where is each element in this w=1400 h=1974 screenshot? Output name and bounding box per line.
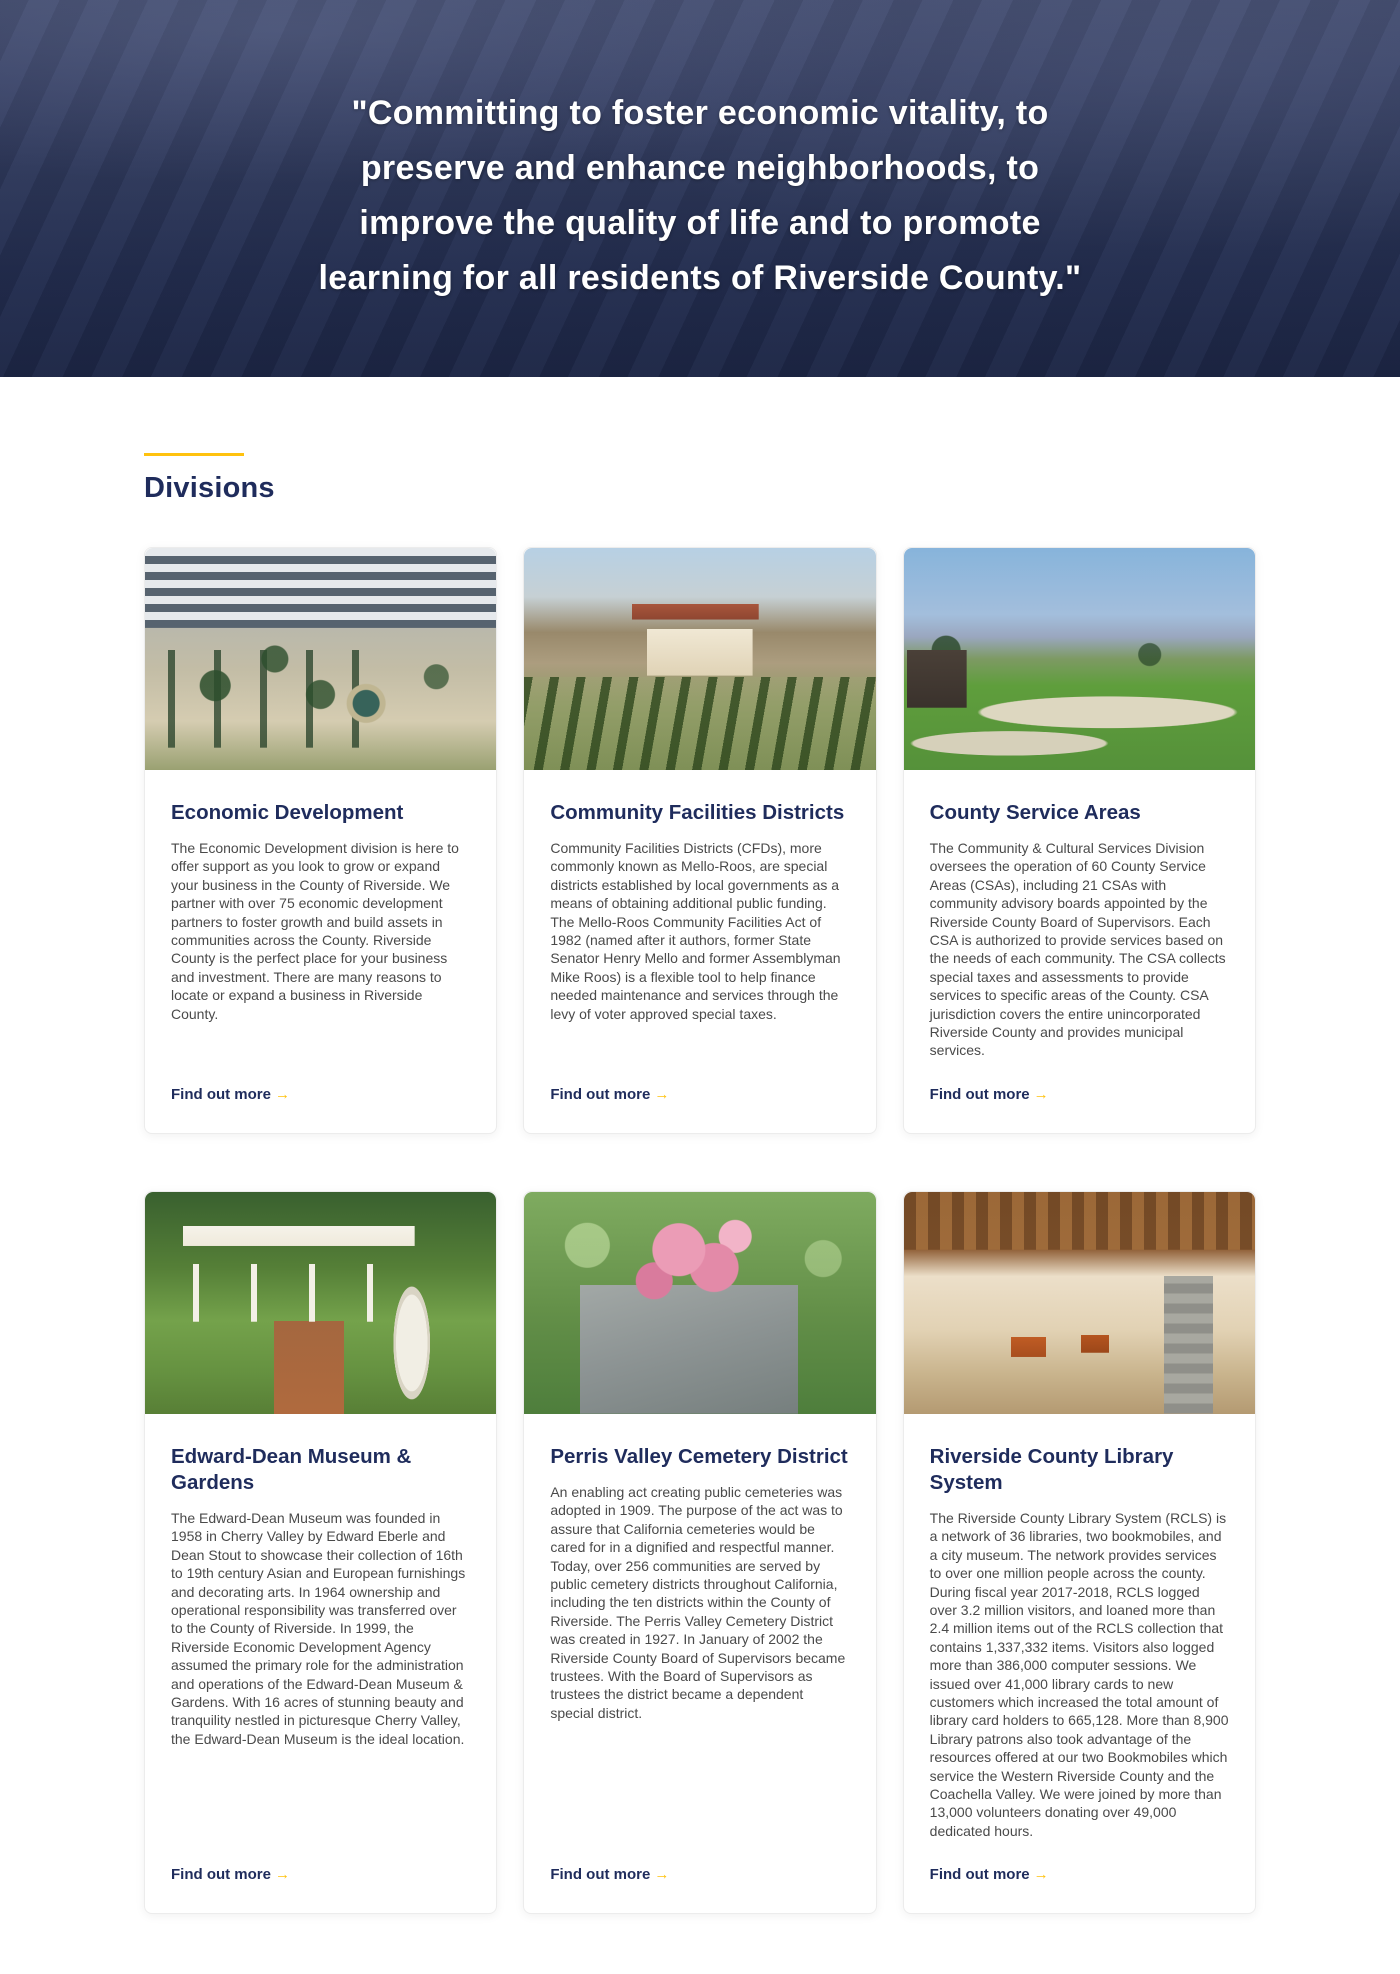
find-out-more-link[interactable] [550,1060,849,1103]
division-card [903,547,1256,1134]
divisions-heading: Divisions [144,472,275,504]
mission-quote-line: "Committing to foster economic vitality, to [351,94,1049,132]
card-title: Perris Valley Cemetery District [550,1444,848,1468]
card-title: Riverside County Library System [929,1444,1174,1494]
card-content [145,1414,496,1913]
division-card [903,1191,1256,1914]
arrow-right-icon: → [275,1085,290,1103]
library-interior-photo [904,1192,1255,1414]
card-title: Community Facilities Districts [550,801,845,824]
mission-quote-line: improve the quality of life and to promote [359,204,1041,242]
mission-quote [319,0,1082,377]
find-out-more-link[interactable] [550,1840,849,1883]
hero-banner [0,0,1400,377]
find-out-more-label: Find out more [929,1085,1030,1103]
office-campus-photo [145,548,496,770]
mission-quote-line: preserve and enhance neighborhoods, to [360,149,1040,187]
card-content [524,1414,875,1913]
find-out-more-label: Find out more [171,1866,271,1884]
arrow-right-icon: → [654,1085,670,1103]
card-description: The Edward-Dean Museum was founded in 1958 in Cherry Valley by Edward Eberle and Dean Stout to showcase their collection of 16th to 19th century Asian and European furnishings and decorating arts. In 1964 ownership and operational responsibility was transferred over to the County of Riverside. In 1999, the Riverside Economic Development Agency assumed the primary role for the administration and operations of the Edward-Dean Museum & Gardens. With 16 acres of stunning beauty and tranquility nestled in picturesque Cherry Valley, the Edward-Dean Museum is the ideal location. [171,1509,466,1747]
card-title: Economic Development [171,801,404,824]
card-title: County Service Areas [929,801,1141,824]
card-content [145,770,496,1133]
card-description: The Economic Development division is here to offer support as you look to grow or expand your business in the County of Riverside. We partner with over 75 economic development partners to foster growth and build assets in communities across the County. Riverside County is the perfect place for your business and investment. There are many reasons to locate or expand a business in Riverside County. [171,840,459,1022]
card-title: Edward-Dean Museum & Gardens [171,1444,412,1494]
division-card [144,547,497,1134]
division-card [523,547,876,1134]
mission-quote-line: learning for all residents of Riverside County." [318,259,1082,297]
card-description: The Community & Cultural Services Division oversees the operation of 60 County Service Areas (CSAs), including 21 CSAs with community advisory boards appointed by the Riverside County Board of Supervisors. Each CSA is authorized to provide services based on the needs of each community. The CSA collects special taxes and assessments to provide services to specific areas of the County. CSA jurisdiction covers the entire unincorporated Riverside County and provides municipal services. [929,840,1226,1059]
card-content [524,770,875,1133]
find-out-more-link[interactable] [171,1840,470,1883]
hillside-home-vineyard-photo [524,548,875,770]
card-content [904,770,1255,1133]
card-description: An enabling act creating public cemeteries was adopted in 1909. The purpose of the act was to assure that California cemeteries would be cared for in a dignified and respectful manner. Today, over 256 communities are served by public cemetery districts throughout California, including the ten districts within the County of Riverside. The Perris Valley Cemetery District was created in 1927. In January of 2002 the Riverside County Board of Supervisors became trustees. With the Board of Supervisors as trustees the district became a dependent special district. [550,1483,846,1721]
museum-gardens-gazebo-photo [145,1192,496,1414]
find-out-more-link[interactable] [171,1060,470,1103]
community-park-photo [904,548,1255,770]
divisions-grid [144,547,1256,1914]
arrow-right-icon: → [275,1866,290,1884]
arrow-right-icon: → [1033,1085,1049,1103]
arrow-right-icon: → [654,1866,670,1884]
card-description: The Riverside County Library System (RCLS) is a network of 36 libraries, two bookmobiles, and a city museum. The network provides services to over one million people across the county. During fiscal year 2017-2018, RCLS logged over 3.2 million visitors, and loaned more than 2.4 million items out of the RCLS collection that contains 1,337,332 items. Visitors also logged more than 386,000 computer sessions. We issued over 41,000 library cards to new customers which increased the total amount of library card holders to 665,128. More than 8,900 Library patrons also took advantage of the resources offered at our two Bookmobiles which service the Western Riverside County and the Coachella Valley. We were joined by more than 13,000 volunteers donating over 49,000 dedicated hours. [929,1509,1229,1839]
division-card [144,1191,497,1914]
find-out-more-link[interactable] [930,1840,1229,1883]
division-card [523,1191,876,1914]
card-content [904,1414,1255,1913]
find-out-more-label: Find out more [171,1085,271,1103]
divisions-section [144,377,1256,1974]
arrow-right-icon: → [1033,1866,1049,1884]
memorial-flowers-photo [524,1192,875,1414]
find-out-more-label: Find out more [550,1085,651,1103]
card-description: Community Facilities Districts (CFDs), more commonly known as Mello-Roos, are special districts established by local governments as a means of obtaining additional public funding. The Mello-Roos Community Facilities Act of 1982 (named after it authors, former State Senator Henry Mello and former Assemblyman Mike Roos) is a flexible tool to help finance needed maintenance and services through the levy of voter approved special taxes. [550,840,841,1022]
find-out-more-label: Find out more [550,1866,651,1884]
find-out-more-label: Find out more [929,1866,1030,1884]
accent-bar [144,453,244,456]
find-out-more-link[interactable] [930,1060,1229,1103]
